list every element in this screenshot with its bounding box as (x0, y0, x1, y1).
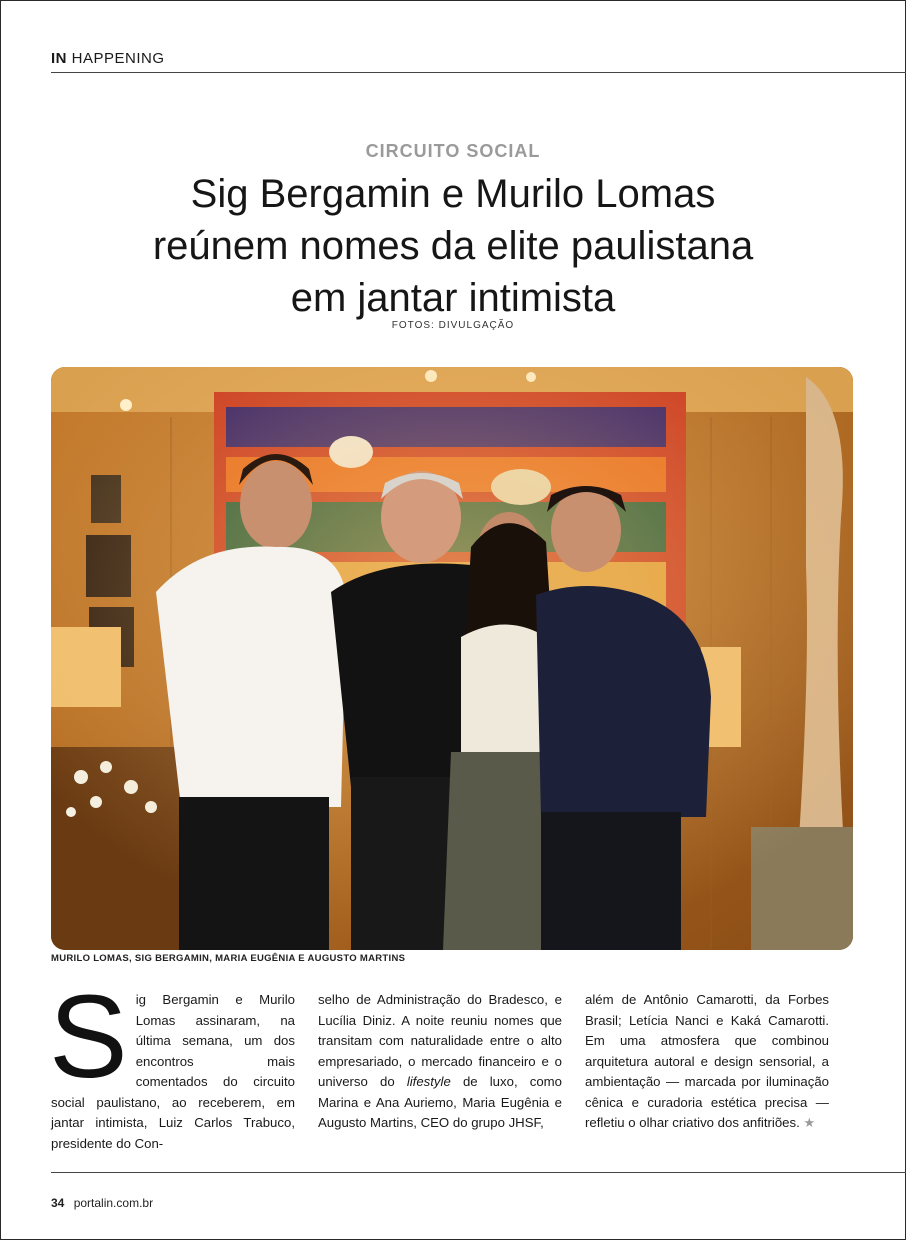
drop-cap: S (49, 971, 128, 1103)
header-rule (51, 72, 906, 73)
headline (60, 168, 846, 324)
body-text: ig Bergamin e Murilo Lomas assinaram, na última semana, um dos encontros mais comentados do circuito social paulistano, ao receberem, em jantar intimista, Luiz Carlos Trabuco, presidente do Con- (51, 992, 295, 1151)
main-photo (51, 367, 853, 950)
headline-line: reúnem nomes da elite paulistana (152, 224, 754, 268)
page-number: 34 (51, 1196, 65, 1210)
body-text: além de Antônio Camarotti, da Forbes Brasil; Letícia Nanci e Kaká Camarotti. Em uma atmosfera que combinou arquitetura autoral e design sensorial, a ambientação — marcada por iluminação cênica e curadoria estética precisa — refletiu o olhar criativo dos anfitriões. (585, 992, 829, 1130)
photo-caption: MURILO LOMAS, SIG BERGAMIN, MARIA EUGÊNIA E AUGUSTO MARTINS (51, 953, 406, 964)
folio (51, 1196, 153, 1210)
kicker: CIRCUITO SOCIAL (365, 141, 541, 161)
body-text: selho de Administração do Bradesco, e Lucília Diniz. A noite reuniu nomes que transitam com naturalidade entre o alto empresariado, o mercado financeiro e o universo do (318, 992, 562, 1089)
section-name: HAPPENING (71, 50, 165, 67)
body-column-2 (318, 990, 562, 1134)
section-header (51, 50, 165, 67)
headline-line: Sig Bergamin e Murilo Lomas (190, 172, 716, 216)
headline-line: em jantar intimista (290, 276, 616, 320)
end-mark-icon: ★ (803, 1115, 816, 1130)
body-text: de luxo, como Marina e Ana Auriemo, Maria Eugênia e Augusto Martins, CEO do grupo JHSF, (318, 1074, 563, 1130)
site-url[interactable]: portalin.com.br (73, 1196, 154, 1210)
body-column-3 (585, 990, 829, 1134)
body-text-italic: lifestyle (406, 1074, 451, 1089)
brand-mark: IN (51, 50, 67, 67)
photo-credit: FOTOS: DIVULGAÇÃO (391, 320, 515, 331)
body-column-1 (49, 971, 295, 1154)
footer-rule (51, 1172, 906, 1173)
